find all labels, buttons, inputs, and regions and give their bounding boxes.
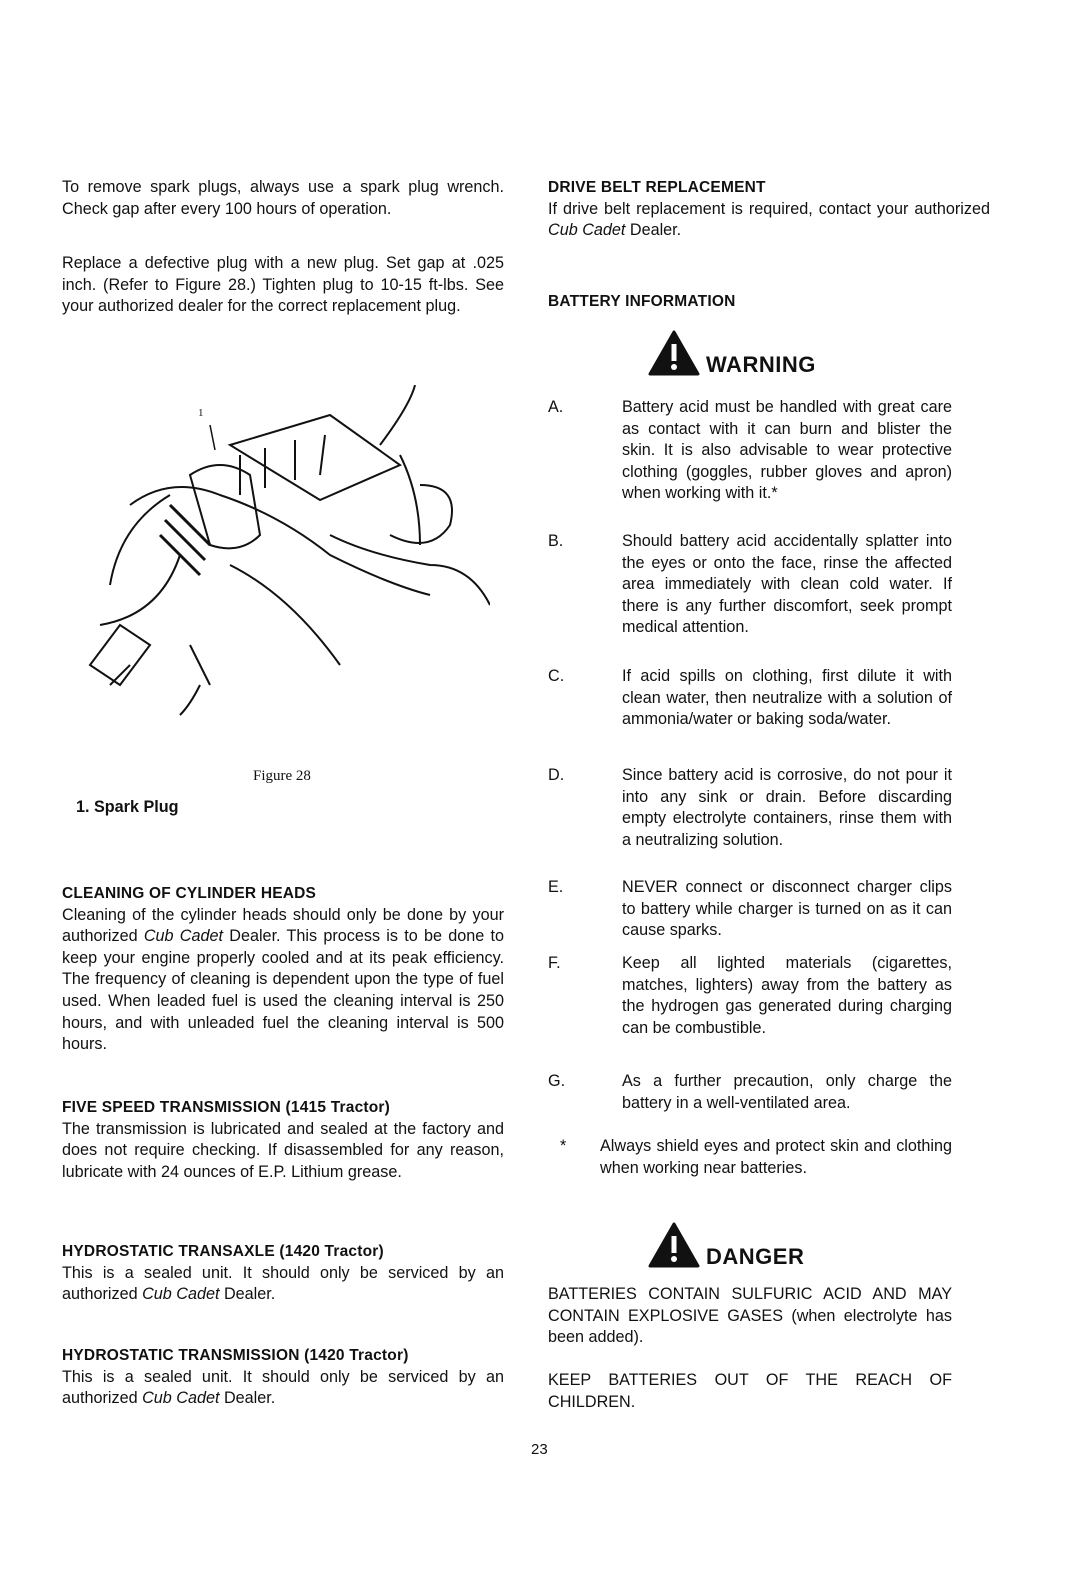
transaxle-section — [62, 1241, 504, 1306]
battery-heading: BATTERY INFORMATION — [548, 293, 736, 310]
warning-item-a — [548, 397, 952, 505]
item-letter: E. — [548, 878, 564, 896]
warning-item-d — [548, 765, 952, 851]
item-text: Since battery acid is corrosive, do not pour it into any sink or drain. Before discarding empty electrolyte containers, rinse them with a neutralizing solution. — [622, 766, 952, 849]
item-letter: A. — [548, 398, 564, 416]
footnote — [600, 1136, 952, 1179]
figure-callout-number: 1 — [198, 407, 204, 419]
section-heading: DRIVE BELT REPLACEMENT — [548, 179, 766, 196]
paragraph-text: To remove spark plugs, always use a spark plug wrench. Check gap after every 100 hours of operation. — [62, 178, 504, 218]
paragraph-text: KEEP BATTERIES OUT OF THE REACH OF CHILDREN. — [548, 1371, 952, 1411]
drive-belt-section — [548, 177, 990, 242]
danger-text — [548, 1284, 952, 1349]
section-heading: HYDROSTATIC TRANSAXLE (1420 Tractor) — [62, 1243, 384, 1260]
text: Dealer. — [219, 1285, 276, 1304]
item-letter: C. — [548, 667, 565, 685]
danger-label: DANGER — [706, 1244, 805, 1270]
text: This is a sealed unit. It should only be serviced by an authorized — [62, 1263, 504, 1304]
item-text: If acid spills on clothing, first dilute it with clean water, then neutralize with a solution of ammonia/water or baking soda/water. — [622, 667, 952, 729]
item-letter: G. — [548, 1072, 566, 1090]
item-text: Keep all lighted materials (cigarettes, matches, lighters) away from the battery as the hydrogen gas generated during charging can be combustible. — [622, 954, 952, 1037]
text: Dealer. — [625, 221, 682, 240]
danger-triangle-icon — [648, 1222, 700, 1268]
page-number: 23 — [531, 1441, 548, 1458]
spark-plug-removal-paragraph — [62, 177, 504, 220]
item-letter: F. — [548, 954, 561, 972]
text: Cleaning of the cylinder heads should only be done by your authorized — [62, 905, 504, 946]
warning-label: WARNING — [706, 352, 816, 378]
section-heading: CLEANING OF CYLINDER HEADS — [62, 885, 317, 902]
paragraph-text: Replace a defective plug with a new plug. Set gap at .025 inch. (Refer to Figure 28.) Tighten plug to 10-15 ft-lbs. See your authorized dealer for the correct replacement plug. — [62, 254, 504, 316]
brand-name: Cub Cadet — [143, 927, 224, 946]
danger-sign — [648, 1222, 804, 1268]
item-text: As a further precaution, only charge the battery in a well-ventilated area. — [622, 1072, 952, 1112]
five-speed-section — [62, 1097, 504, 1183]
brand-name: Cub Cadet — [142, 1389, 220, 1408]
paragraph-text: The transmission is lubricated and sealed at the factory and does not require checking. If disassembled for any reason, lubricate with 24 ounces of E.P. Lithium grease. — [62, 1119, 504, 1181]
keep-away-text — [548, 1370, 952, 1413]
warning-sign — [648, 330, 816, 376]
figure-caption: Figure 28 — [253, 768, 311, 784]
item-text: NEVER connect or disconnect charger clips to battery while charger is turned on as it can cause sparks. — [622, 878, 952, 940]
cleaning-section — [62, 883, 504, 1056]
warning-item-g — [548, 1071, 952, 1114]
warning-item-f — [548, 953, 952, 1039]
spark-plug-illustration — [70, 385, 490, 725]
text: Dealer. — [219, 1389, 276, 1408]
transmission-section — [62, 1345, 504, 1410]
text: If drive belt replacement is required, contact your authorized — [548, 199, 990, 218]
item-letter: D. — [548, 766, 565, 784]
item-text: Should battery acid accidentally splatter into the eyes or onto the face, rinse the affected area immediately with clean cold water. If there is any further discomfort, seek prompt medical attention. — [622, 532, 952, 637]
spark-plug-replace-paragraph — [62, 253, 504, 318]
figure-legend: 1. Spark Plug — [76, 798, 179, 816]
warning-item-b — [548, 531, 952, 639]
section-heading: HYDROSTATIC TRANSMISSION (1420 Tractor) — [62, 1347, 409, 1364]
section-heading: FIVE SPEED TRANSMISSION (1415 Tractor) — [62, 1099, 391, 1116]
brand-name: Cub Cadet — [142, 1285, 220, 1304]
footnote-marker: * — [560, 1137, 567, 1155]
paragraph-text: BATTERIES CONTAIN SULFURIC ACID AND MAY CONTAIN EXPLOSIVE GASES (when electrolyte has been added). — [548, 1285, 952, 1347]
warning-triangle-icon — [648, 330, 700, 376]
footnote-text: Always shield eyes and protect skin and clothing when working near batteries. — [600, 1137, 952, 1177]
warning-item-c — [548, 666, 952, 731]
item-letter: B. — [548, 532, 564, 550]
brand-name: Cub Cadet — [548, 221, 626, 240]
warning-item-e — [548, 877, 952, 942]
text: Dealer. This process is to be done to keep your engine properly cooled and at its peak efficiency. The frequency of cleaning is dependent upon the type of fuel used. When leaded fuel is used the cleaning interval is 250 hours, and with unleaded fuel the cleaning interval is 500 hours. — [62, 927, 505, 1054]
text: This is a sealed unit. It should only be serviced by an authorized — [62, 1367, 504, 1408]
item-text: Battery acid must be handled with great care as contact with it can burn and blister the skin. It is also advisable to wear protective clothing (goggles, rubber gloves and apron) when working with it.* — [622, 398, 952, 503]
